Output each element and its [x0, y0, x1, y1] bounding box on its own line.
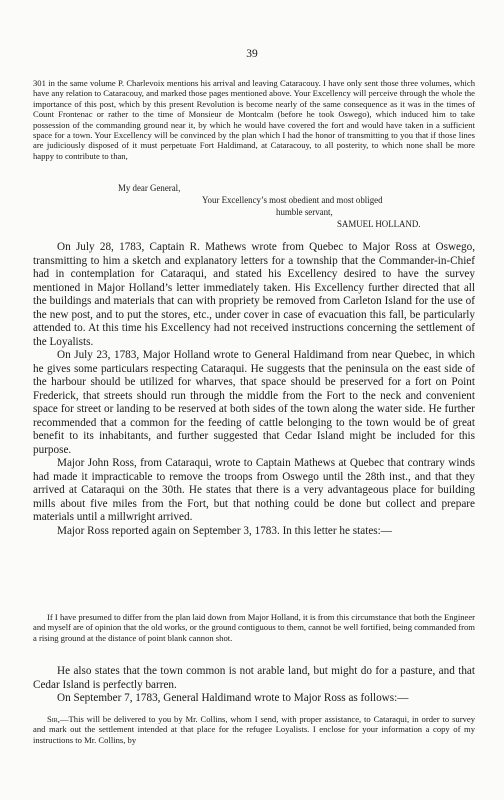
paragraph-3: Major John Ross, from Cataraqui, wrote to Captain Mathews at Quebec that contrary winds had made it impracticable to remove the troops from Oswego until the 28th inst., and that they arrived at Cataraqui on the 30th. He states that there is a very advantageous place for building mills about five miles from the Fort, but that nothing could be done but collect and prepare materials until a millwright arrived. [33, 457, 475, 523]
main-text [33, 241, 475, 538]
closing-line-1: Your Excellency’s most obedient and most obliged [202, 195, 383, 205]
page-number: 39 [246, 48, 258, 60]
paragraph-5: He also states that the town common is not arable land, but might do for a pasture, and that Cedar Island is perfectly barren. [33, 665, 475, 691]
quote-1-text: If I have presumed to differ from the plan laid down from Major Holland, it is from this circumstance that both the Engineer and myself are of opinion that the old works, or the ground contiguous to them, cannot be well fortified, being commanded from a rising ground at the distance of point blank cannon shot. [33, 612, 475, 643]
quote-2-body: —This will be delivered to you by Mr. Collins, whom I send, with proper assistance, to Cataraqui, in order to survey and mark out the settlement intended at that place for the refugee Loyalists. I enclose for your information a copy of my instructions to Mr. Collins, by [33, 714, 475, 745]
quote-2-lead: Sir, [47, 714, 60, 724]
paragraph-6: On September 7, 1783, General Haldimand wrote to Major Ross as follows:— [57, 692, 409, 704]
signature: SAMUEL HOLLAND. [337, 219, 421, 229]
closing-line-2: humble servant, [276, 207, 333, 217]
main-text-continued [33, 665, 475, 706]
salutation: My dear General, [118, 183, 181, 193]
paragraph-4: Major Ross reported again on September 3, 1783. In this letter he states:— [57, 524, 392, 537]
block-quote-2 [33, 714, 475, 745]
block-quote-1 [33, 612, 475, 643]
letter-continuation [33, 78, 475, 161]
paragraph-2: On July 23, 1783, Major Holland wrote to General Haldimand from near Quebec, in which he gives some particulars respecting Cataraqui. He suggests that the peninsula on the east side of the harbour should be utilized for wharves, that space should be preserved for a fort on Point Frederick, that streets should run through the middle from the Fort to the neck and convenient space for street or landing to be reserved at both sides of the town along the water side. He further recommended that a common for the feeding of cattle belonging to the town would be of great benefit to its inhabitants, and further suggested that Cedar Island might be included for this purpose. [33, 349, 475, 456]
letter-text: 301 in the same volume P. Charlevoix mentions his arrival and leaving Cataracouy. I have only sent those three volumes, which have any relation to Cataracouy, and marked those pages mentioned above. Your Excellency will perceive through the whole the importance of this post, which by this present Revolution is become nearly of the same consequence as it was in the times of Count Frontenac or rather to the time of Monsieur de Montcalm (before he took Oswego), which induced him to take possession of the commanding ground near it, by which he would have covered the fort and would have taken in a sufficient space for a town. Your Excellency will be convinced by the plan which I had the honor of transmitting to you that if those lines are judiciously disposed of it must perpetuate Fort Haldimand, at Cataracouy, to all posterity, to which none shall be more happy to contribute to than, [33, 78, 475, 161]
quote-2-text [33, 714, 475, 745]
paragraph-1: On July 28, 1783, Captain R. Mathews wrote from Quebec to Major Ross at Oswego, transmitting to him a sketch and explanatory letters for a township that the Commander-in-Chief had in contemplation for Cataraqui, and stated his Excellency desired to have the survey mentioned in Major Holland’s letter immediately taken. His Excellency further directed that all the buildings and materials that can with propriety be removed from Carleton Island for the use of the new post, and to put the stores, etc., under cover in case of evacuation this fall, be particularly attended to. At this time his Excellency had not received instructions concerning the settlement of the Loyalists. [33, 241, 475, 348]
